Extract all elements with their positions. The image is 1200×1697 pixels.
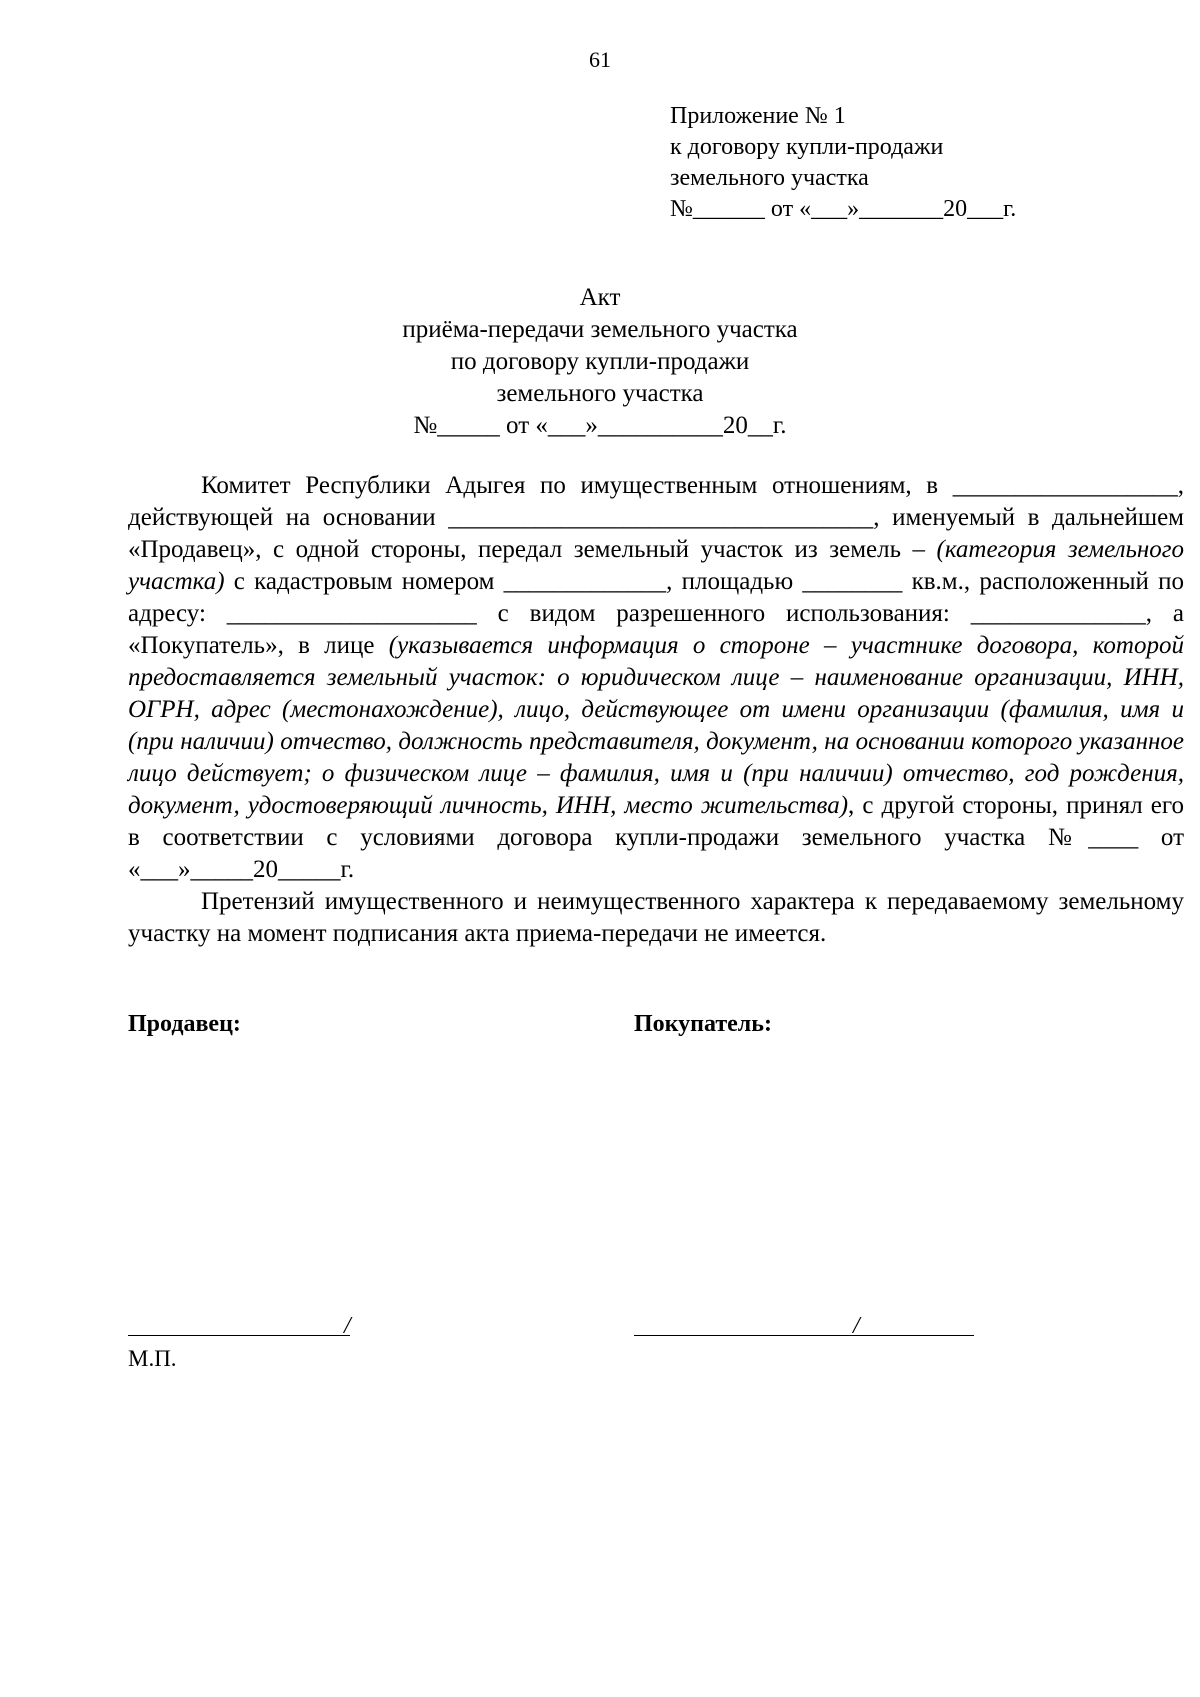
title-line-1: Акт — [579, 284, 621, 311]
body-p1-text-1: Комитет Республики Адыгея по имущественным отношениям, в __________________, действующей на основании __________________________________, именуемый в дальнейшем «Продавец», с одной стороны, передал земельный участок из земель – — [128, 472, 1184, 563]
seller-signature-line — [128, 1335, 350, 1336]
stamp-place-label: М.П. — [128, 1346, 177, 1371]
body-paragraph-1 — [128, 470, 1184, 886]
buyer-label: Покупатель: — [634, 1011, 772, 1037]
body-p1-italic-1: (категория земельного участка) — [128, 536, 1184, 595]
body-paragraph-2: Претензий имущественного и неимущественного характера к передаваемому земельному участку на момент подписания акта приема-передачи не имеется. — [128, 888, 1184, 947]
buyer-signature-slash: / — [853, 1313, 860, 1339]
appendix-line-4: №______ от «___»_______20___г. — [670, 196, 1017, 222]
title-line-2: приёма-передачи земельного участка — [402, 316, 798, 343]
seller-signature-slash: / — [344, 1313, 351, 1339]
seller-label: Продавец: — [128, 1011, 241, 1037]
appendix-line-2: к договору купли-продажи — [670, 134, 944, 160]
body-p1-italic-2: (указывается информация о стороне – участнике договора, которой предоставляется земельный участок: о юридическом лице – наименование организации, ИНН, ОГРН, адрес (местонахождение), лицо, действующее от имени организации (фамилия, имя и (при наличии) отчество, должность представителя, документ, на основании которого указанное лицо действует; о физическом лице – фамилия, имя и (при наличии) отчество, год рождения, документ, удостоверяющий личность, ИНН, место жительства) — [128, 632, 1184, 819]
document-body — [128, 470, 1184, 950]
title-line-5: №_____ от «___»__________20__г. — [413, 412, 787, 439]
body-p1-text-3: , с другой стороны, принял его в соответствии с условиями договора купли-продажи земельного участка №____ от «___»_____20_____г. — [128, 792, 1185, 883]
title-line-4: земельного участка — [496, 380, 704, 407]
appendix-header — [670, 101, 1016, 225]
appendix-line-1: Приложение № 1 — [670, 103, 846, 129]
document-title — [0, 282, 1200, 442]
body-p1-text-2: с кадастровым номером _____________, площадью ________ кв.м., расположенный по адресу: ____________________ с видом разрешенного использования: ______________, а «Покупатель», в лице — [128, 568, 1184, 659]
page-number: 61 — [589, 47, 611, 72]
appendix-line-3: земельного участка — [670, 165, 869, 191]
title-line-3: по договору купли-продажи — [450, 348, 750, 375]
buyer-signature-line — [634, 1335, 974, 1336]
